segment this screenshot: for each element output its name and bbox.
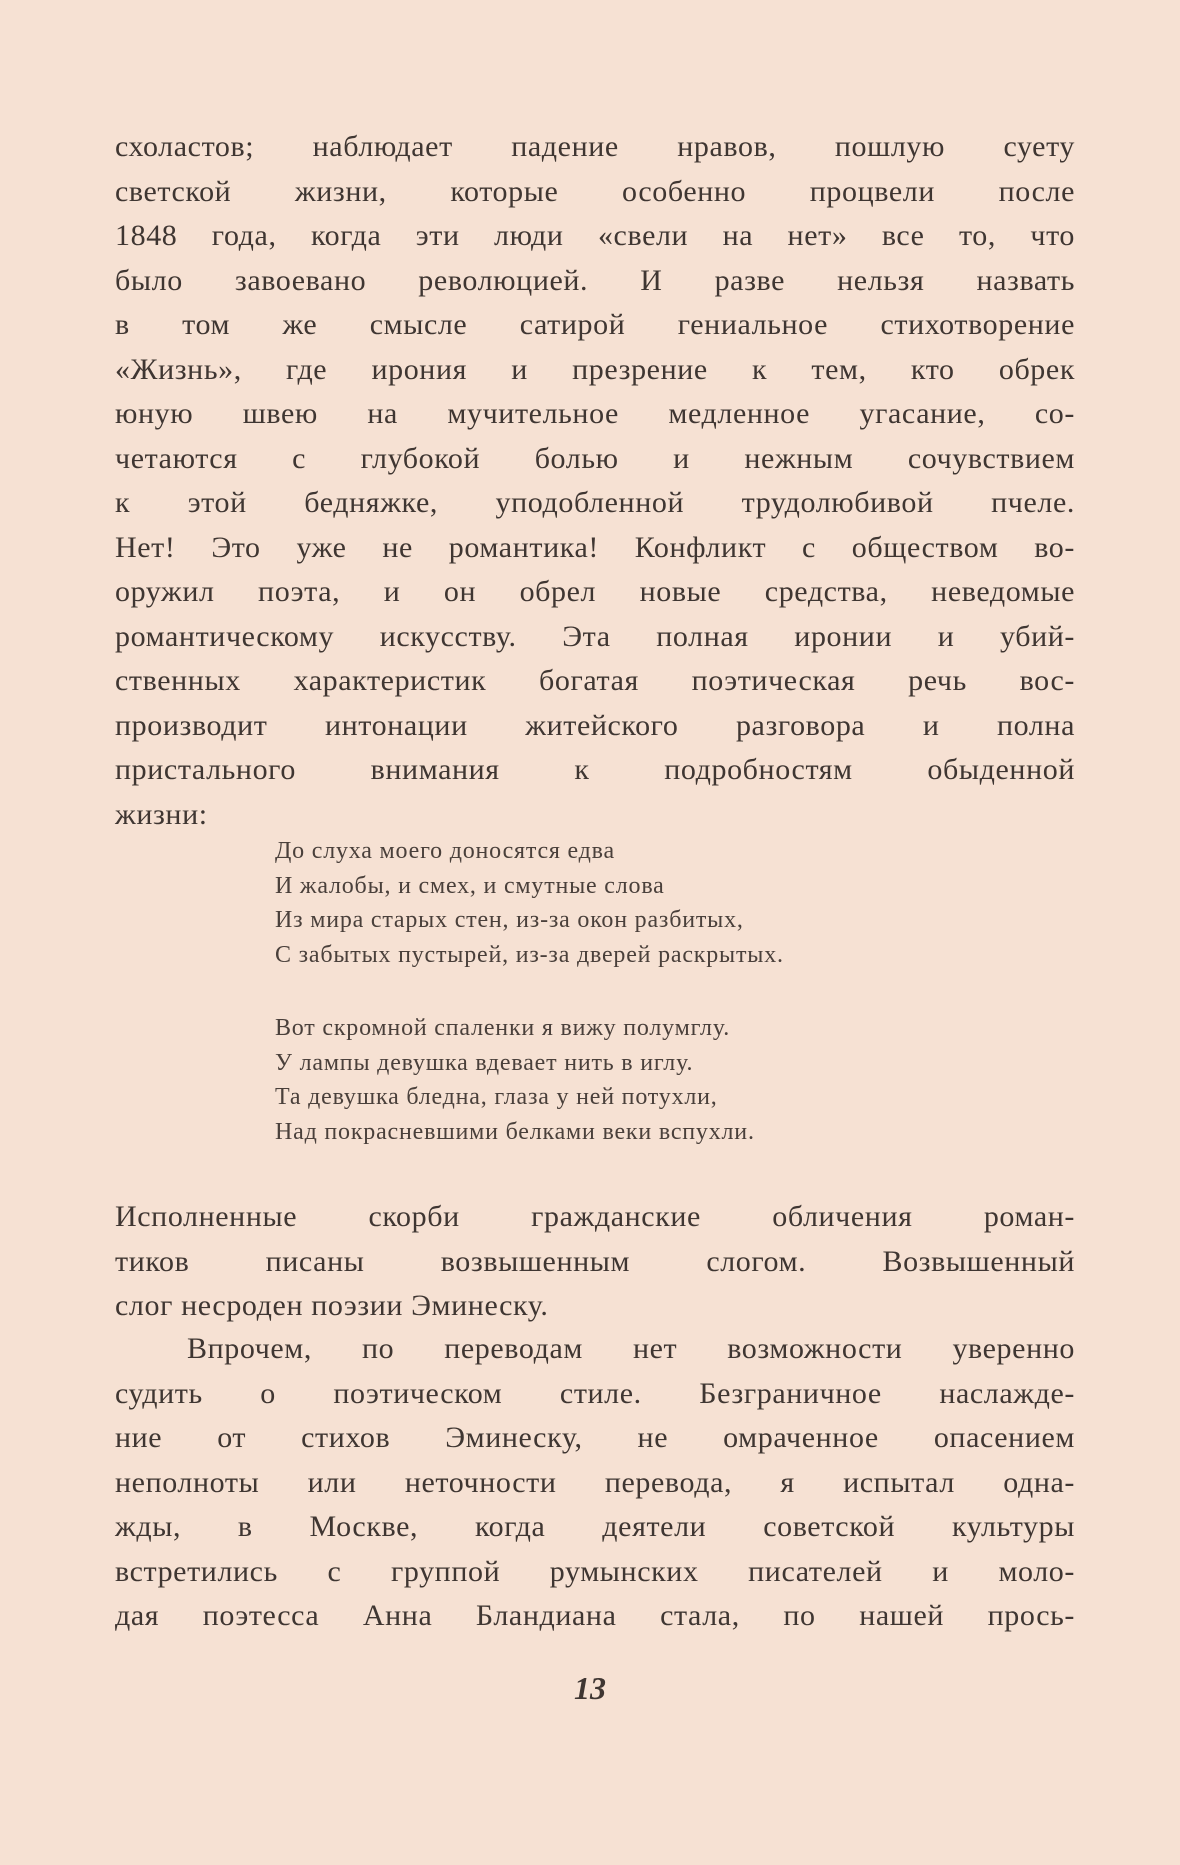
poem-line: Та девушка бледна, глаза у ней потухли, [275, 1084, 718, 1110]
text-line: дая поэтесса Анна Бландиана стала, по нашей прось- [115, 1599, 1075, 1632]
text-line: судить о поэтическом стиле. Безграничное наслажде- [115, 1376, 1075, 1410]
text-line: романтическому искусству. Эта полная иронии и убий- [115, 619, 1075, 653]
text-line: встретились с группой румынских писателей и моло- [115, 1554, 1075, 1588]
text-line: тиков писаны возвышенным слогом. Возвышенный [115, 1244, 1075, 1278]
text-line: пристального внимания к подробностям обыденной [115, 753, 1075, 786]
text-line: в том же смысле сатирой гениальное стихотворение [115, 308, 1075, 341]
poem-stanza-1 [275, 834, 1015, 972]
poem-line: И жалобы, и смех, и смутные слова [275, 872, 665, 899]
text-line: ственных характеристик богатая поэтическая речь вос- [115, 664, 1075, 697]
poem-line: У лампы девушка вдевает нить в иглу. [275, 1049, 694, 1076]
text-line: оружил поэта, и он обрел новые средства, неведомые [115, 575, 1075, 608]
poem-line: Над покрасневшими белками веки вспухли. [275, 1118, 755, 1145]
text-line: слог несроден поэзии Эминеску. [115, 1289, 549, 1322]
page-number: 13 [574, 1670, 606, 1706]
text-line: к этой бедняжке, уподобленной трудолюбивой пчеле. [115, 486, 1075, 519]
text-line: Исполненные скорби гражданские обличения роман- [115, 1200, 1075, 1233]
text-line: Нет! Это уже не романтика! Конфликт с обществом во- [115, 530, 1075, 564]
poem-line: Из мира старых стен, из-за окон разбитых, [275, 907, 744, 933]
poem-stanza-2 [275, 1011, 1015, 1149]
text-line: четаются с глубокой болью и нежным сочувствием [115, 441, 1075, 475]
paragraph-3 [115, 1327, 1075, 1639]
text-line: производит интонации житейского разговора и полна [115, 708, 1075, 742]
text-line: Впрочем, по переводам нет возможности уверенно [187, 1332, 1075, 1365]
text-line: жизни: [115, 797, 208, 831]
text-line: светской жизни, которые особенно процвели после [115, 174, 1075, 208]
text-line: юную швею на мучительное медленное угасание, со- [115, 397, 1075, 430]
text-line: неполноты или неточности перевода, я испытал одна- [115, 1465, 1075, 1499]
text-line: ние от стихов Эминеску, не омраченное опасением [115, 1421, 1075, 1454]
paragraph-1 [115, 125, 1075, 837]
text-line: было завоевано революцией. И разве нельзя назвать [115, 263, 1075, 297]
text-line: 1848 года, когда эти люди «свели на нет» все то, что [115, 219, 1075, 252]
poem-line: Вот скромной спаленки я вижу полумглу. [275, 1015, 731, 1041]
poem-line: С забытых пустырей, из-за дверей раскрытых. [275, 941, 784, 968]
text-line: «Жизнь», где ирония и презрение к тем, кто обрек [115, 352, 1075, 386]
poem-line: До слуха моего доносятся едва [275, 838, 615, 864]
paragraph-2 [115, 1195, 1075, 1329]
text-line: схоластов; наблюдает падение нравов, пошлую суету [115, 130, 1075, 163]
text-line: жды, в Москве, когда деятели советской культуры [115, 1510, 1075, 1543]
